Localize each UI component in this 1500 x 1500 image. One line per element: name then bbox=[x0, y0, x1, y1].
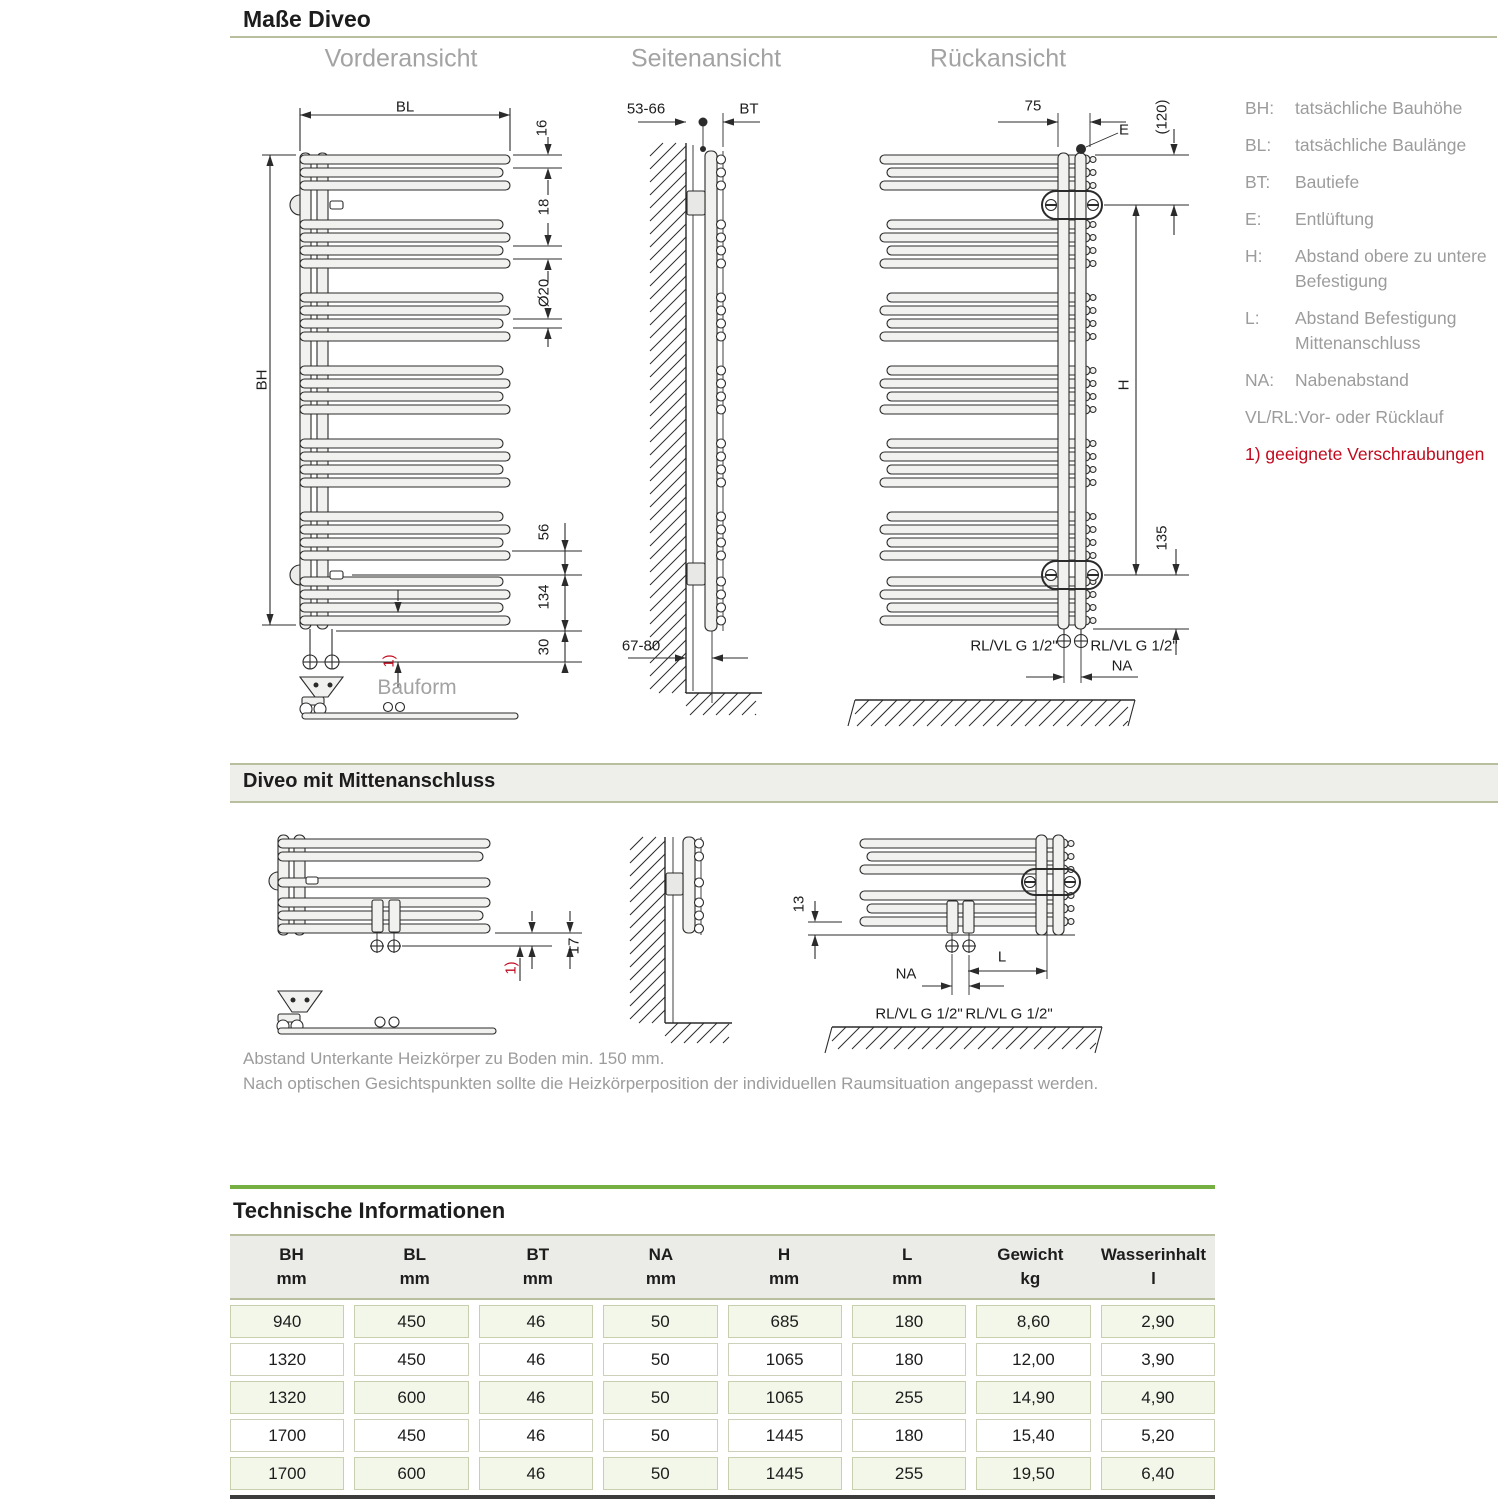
title-divider bbox=[230, 36, 1497, 38]
legend-text: Nabenabstand bbox=[1295, 370, 1409, 390]
dim-label-na-mitten: NA bbox=[895, 965, 917, 983]
legend-note-fittings: 1) geeignete Verschraubungen bbox=[1245, 444, 1485, 464]
legend-abbr: H: bbox=[1245, 246, 1263, 266]
dim-label-18: 18 bbox=[535, 198, 553, 216]
connection-label-rlvl-left: RL/VL G 1/2" bbox=[970, 637, 1058, 655]
column-header: Gewicht kg bbox=[997, 1245, 1064, 1288]
legend-item bbox=[1245, 306, 1499, 356]
dim-label-120: (120) bbox=[1153, 99, 1171, 135]
legend-abbr: NA: bbox=[1245, 370, 1275, 390]
connection-label-rlvl-mitten-left: RL/VL G 1/2" bbox=[875, 1005, 963, 1023]
legend-item bbox=[1245, 96, 1499, 121]
legend-item bbox=[1245, 133, 1499, 158]
dim-label-56: 56 bbox=[535, 523, 553, 541]
side-view-drawing bbox=[610, 85, 840, 765]
column-header: BL mm bbox=[399, 1245, 430, 1288]
dim-label-53-66: 53-66 bbox=[626, 100, 666, 118]
footnotes bbox=[243, 1046, 1098, 1096]
heading-side-view: Seitenansicht bbox=[630, 44, 782, 73]
table-bottom-bar bbox=[230, 1495, 1215, 1499]
ref-note-1-front: 1) bbox=[380, 654, 398, 668]
legend-text: Bautiefe bbox=[1295, 172, 1360, 192]
footnote-line: Abstand Unterkante Heizkörper zu Boden min. 150 mm. bbox=[243, 1049, 665, 1068]
dim-label-135: 135 bbox=[1153, 525, 1171, 551]
legend bbox=[1245, 96, 1499, 467]
dim-label-diameter-20: Ø20 bbox=[535, 278, 553, 308]
dim-label-bh: BH bbox=[253, 369, 271, 391]
legend-item bbox=[1245, 244, 1499, 294]
table-title: Technische Informationen bbox=[233, 1198, 506, 1223]
section-band-mittenanschluss bbox=[230, 763, 1498, 803]
legend-text: Vor- oder Rücklauf bbox=[1298, 407, 1444, 427]
connection-label-rlvl-mitten-right: RL/VL G 1/2" bbox=[965, 1005, 1053, 1023]
footnote-line: Nach optischen Gesichtspunkten sollte die Heizkörperposition der individuellen Raumsituation angepasst werden. bbox=[243, 1074, 1099, 1093]
heading-front-view: Vorderansicht bbox=[324, 44, 478, 73]
dim-label-na: NA bbox=[1111, 657, 1133, 675]
bauform-label: Bauform bbox=[377, 676, 457, 699]
page-title: Maße Diveo bbox=[243, 6, 371, 32]
table-header-row bbox=[230, 1234, 1215, 1300]
tech-info-section bbox=[230, 1185, 1215, 1499]
dim-label-16: 16 bbox=[533, 119, 551, 137]
legend-abbr: L: bbox=[1245, 308, 1260, 328]
legend-text: Abstand Befestigung Mittenanschluss bbox=[1295, 308, 1457, 353]
legend-text: tatsächliche Bauhöhe bbox=[1295, 98, 1463, 118]
column-header: BT mm bbox=[522, 1245, 553, 1288]
legend-abbr: VL/RL: bbox=[1245, 407, 1299, 427]
legend-text: tatsächliche Baulänge bbox=[1295, 135, 1467, 155]
dim-label-l: L bbox=[997, 948, 1007, 966]
legend-abbr: BL: bbox=[1245, 135, 1272, 155]
dim-label-17: 17 bbox=[565, 937, 583, 955]
legend-item bbox=[1245, 405, 1499, 430]
table-row: 1700 600 46 50 1445 255 19,50 6,40 bbox=[230, 1457, 1215, 1490]
dim-label-bl: BL bbox=[395, 98, 415, 116]
dim-label-bt: BT bbox=[739, 100, 759, 118]
table-top-accent-bar bbox=[230, 1185, 1215, 1189]
legend-abbr: E: bbox=[1245, 209, 1262, 229]
table-row: 1320 450 46 50 1065 180 12,00 3,90 bbox=[230, 1343, 1215, 1376]
dim-label-75: 75 bbox=[1024, 97, 1042, 115]
column-header: Wasserinhalt l bbox=[1100, 1245, 1207, 1288]
dim-label-67-80: 67-80 bbox=[621, 637, 661, 655]
section-title: Diveo mit Mittenanschluss bbox=[243, 770, 496, 792]
table-row: 1700 450 46 50 1445 180 15,40 5,20 bbox=[230, 1419, 1215, 1452]
table-body bbox=[230, 1305, 1215, 1490]
dim-label-e-vent: E bbox=[1118, 121, 1130, 139]
legend-item bbox=[1245, 368, 1499, 393]
table-row: 1320 600 46 50 1065 255 14,90 4,90 bbox=[230, 1381, 1215, 1414]
legend-item bbox=[1245, 170, 1499, 195]
rear-view-drawing bbox=[840, 85, 1240, 765]
legend-abbr: BT: bbox=[1245, 172, 1271, 192]
front-view-drawing bbox=[240, 85, 600, 765]
legend-abbr: BH: bbox=[1245, 98, 1275, 118]
ref-note-1-mitten: 1) bbox=[502, 961, 520, 975]
column-header: L mm bbox=[892, 1245, 923, 1288]
mittenanschluss-drawing bbox=[230, 815, 1130, 1060]
dim-label-h: H bbox=[1115, 379, 1133, 391]
legend-text: Abstand obere zu untere Befestigung bbox=[1295, 246, 1487, 291]
column-header: BH mm bbox=[276, 1245, 307, 1288]
column-header: H mm bbox=[768, 1245, 800, 1288]
connection-label-rlvl-right: RL/VL G 1/2" bbox=[1090, 637, 1178, 655]
column-header: NA mm bbox=[645, 1245, 677, 1288]
table-row: 940 450 46 50 685 180 8,60 2,90 bbox=[230, 1305, 1215, 1338]
heading-rear-view: Rückansicht bbox=[929, 44, 1067, 73]
dim-label-30: 30 bbox=[535, 638, 553, 656]
legend-item bbox=[1245, 207, 1499, 232]
dim-label-13: 13 bbox=[790, 895, 808, 913]
legend-text: Entlüftung bbox=[1295, 209, 1374, 229]
dim-label-134: 134 bbox=[535, 584, 553, 610]
